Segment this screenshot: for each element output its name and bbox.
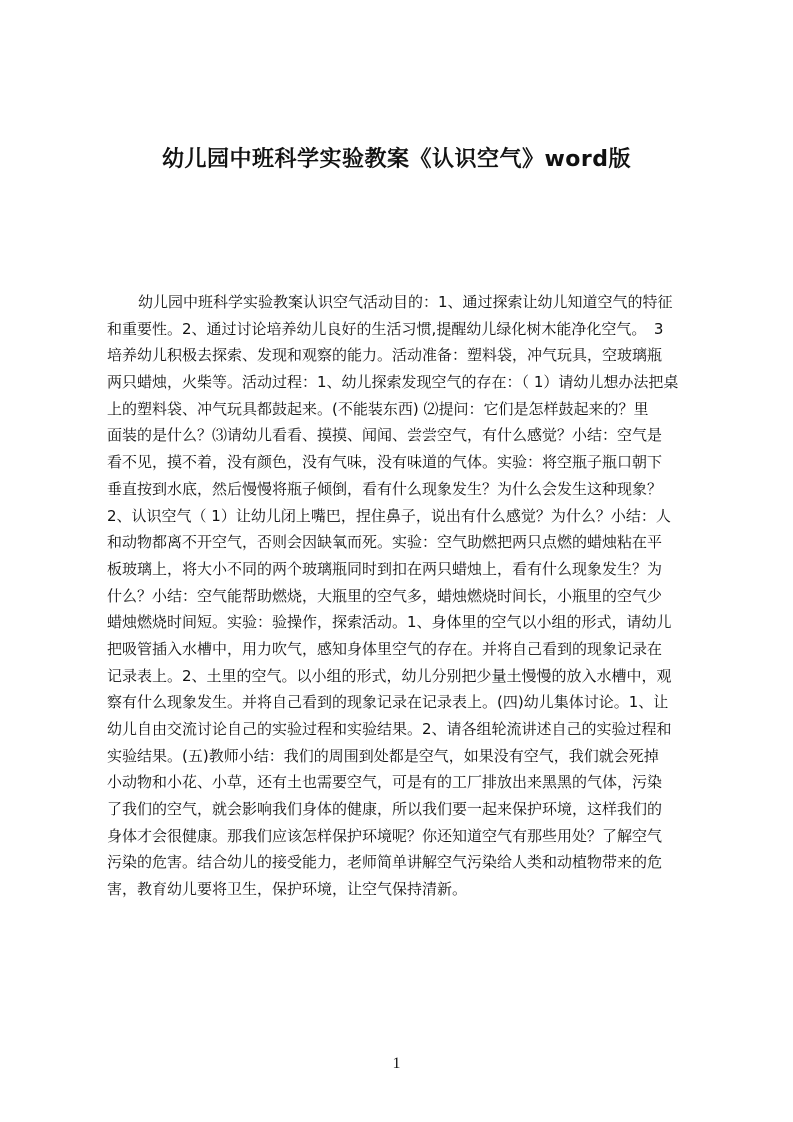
paragraph-line: 和动物都离不开空气，否则会因缺氧而死。实验：空气助燃把两只点燃的蜡烛粘在平 xyxy=(107,533,663,552)
paragraph-line: 了我们的空气，就会影响我们身体的健康，所以我们要一起来保护环境，这样我们的 xyxy=(107,800,663,819)
paragraph-line: 小动物和小花、小草，还有土也需要空气，可是有的工厂排放出来黑黑的气体，污染 xyxy=(107,773,663,792)
paragraph-line: 幼儿自由交流讨论自己的实验过程和实验结果。2、请各组轮流讲述自己的实验过程和 xyxy=(107,720,672,738)
paragraph-line: 看不见，摸不着，没有颜色，没有气味，没有味道的气体。实验：将空瓶子瓶口朝下 xyxy=(107,453,663,472)
paragraph-line: 面装的是什么？⑶请幼儿看看、摸摸、闻闻、尝尝空气，有什么感觉？小结：空气是 xyxy=(107,426,663,445)
paragraph-line: 2、认识空气（ 1）让幼儿闭上嘴巴，捏住鼻子，说出有什么感觉？为什么？小结：人 xyxy=(107,506,671,525)
paragraph-line: 幼儿园中班科学实验教案认识空气活动目的：1、通过探索让幼儿知道空气的特征 xyxy=(138,293,673,311)
page-number: 1 xyxy=(392,1055,401,1072)
document-body xyxy=(107,289,699,903)
paragraph-line: 上的塑料袋、冲气玩具都鼓起来。(不能装东西) ⑵提问：它们是怎样鼓起来的？里 xyxy=(107,399,649,418)
paragraph-line: 把吸管插入水槽中，用力吹气，感知身体里空气的存在。并将自己看到的现象记录在 xyxy=(107,639,663,658)
paragraph-line: 记录表上。2、土里的空气。以小组的形式，幼儿分别把少量土慢慢的放入水槽中，观 xyxy=(107,666,672,685)
paragraph-line: 身体才会很健康。那我们应该怎样保护环境呢？你还知道空气有那些用处？了解空气 xyxy=(107,826,663,845)
paragraph-line: 实验结果。(五)教师小结：我们的周围到处都是空气，如果没有空气，我们就会死掉 xyxy=(107,746,659,765)
paragraph-line: 培养幼儿积极去探索、发现和观察的能力。活动准备：塑料袋，冲气玩具，空玻璃瓶 xyxy=(107,346,663,365)
paragraph-line: 害，教育幼儿要将卫生，保护环境，让空气保持清新。 xyxy=(107,880,468,899)
paragraph-line: 板玻璃上，将大小不同的两个玻璃瓶同时到扣在两只蜡烛上，看有什么现象发生？为 xyxy=(107,559,663,578)
paragraph-line: 和重要性。2、通过讨论培养幼儿良好的生活习惯,提醒幼儿绿化树木能净化空气。 3 xyxy=(107,319,664,338)
paragraph-line: 蜡烛燃烧时间短。实验：验操作，探索活动。1、身体里的空气以小组的形式，请幼儿 xyxy=(107,613,672,632)
paragraph-line: 垂直按到水底，然后慢慢将瓶子倾倒，看有什么现象发生？为什么会发生这种现象？ xyxy=(107,479,663,498)
paragraph-line: 两只蜡烛，火柴等。活动过程：1、幼儿探索发现空气的存在：（ 1）请幼儿想办法把桌 xyxy=(107,373,679,392)
document-title: 幼儿园中班科学实验教案《认识空气》word版 xyxy=(161,147,632,172)
paragraph-line: 察有什么现象发生。并将自己看到的现象记录在记录表上。(四)幼儿集体讨论。1、让 xyxy=(107,693,669,712)
paragraph-line: 污染的危害。结合幼儿的接受能力，老师简单讲解空气污染给人类和动植物带来的危 xyxy=(107,853,663,872)
paragraph-line: 什么？小结：空气能帮助燃烧，大瓶里的空气多，蜡烛燃烧时间长，小瓶里的空气少 xyxy=(107,586,663,605)
